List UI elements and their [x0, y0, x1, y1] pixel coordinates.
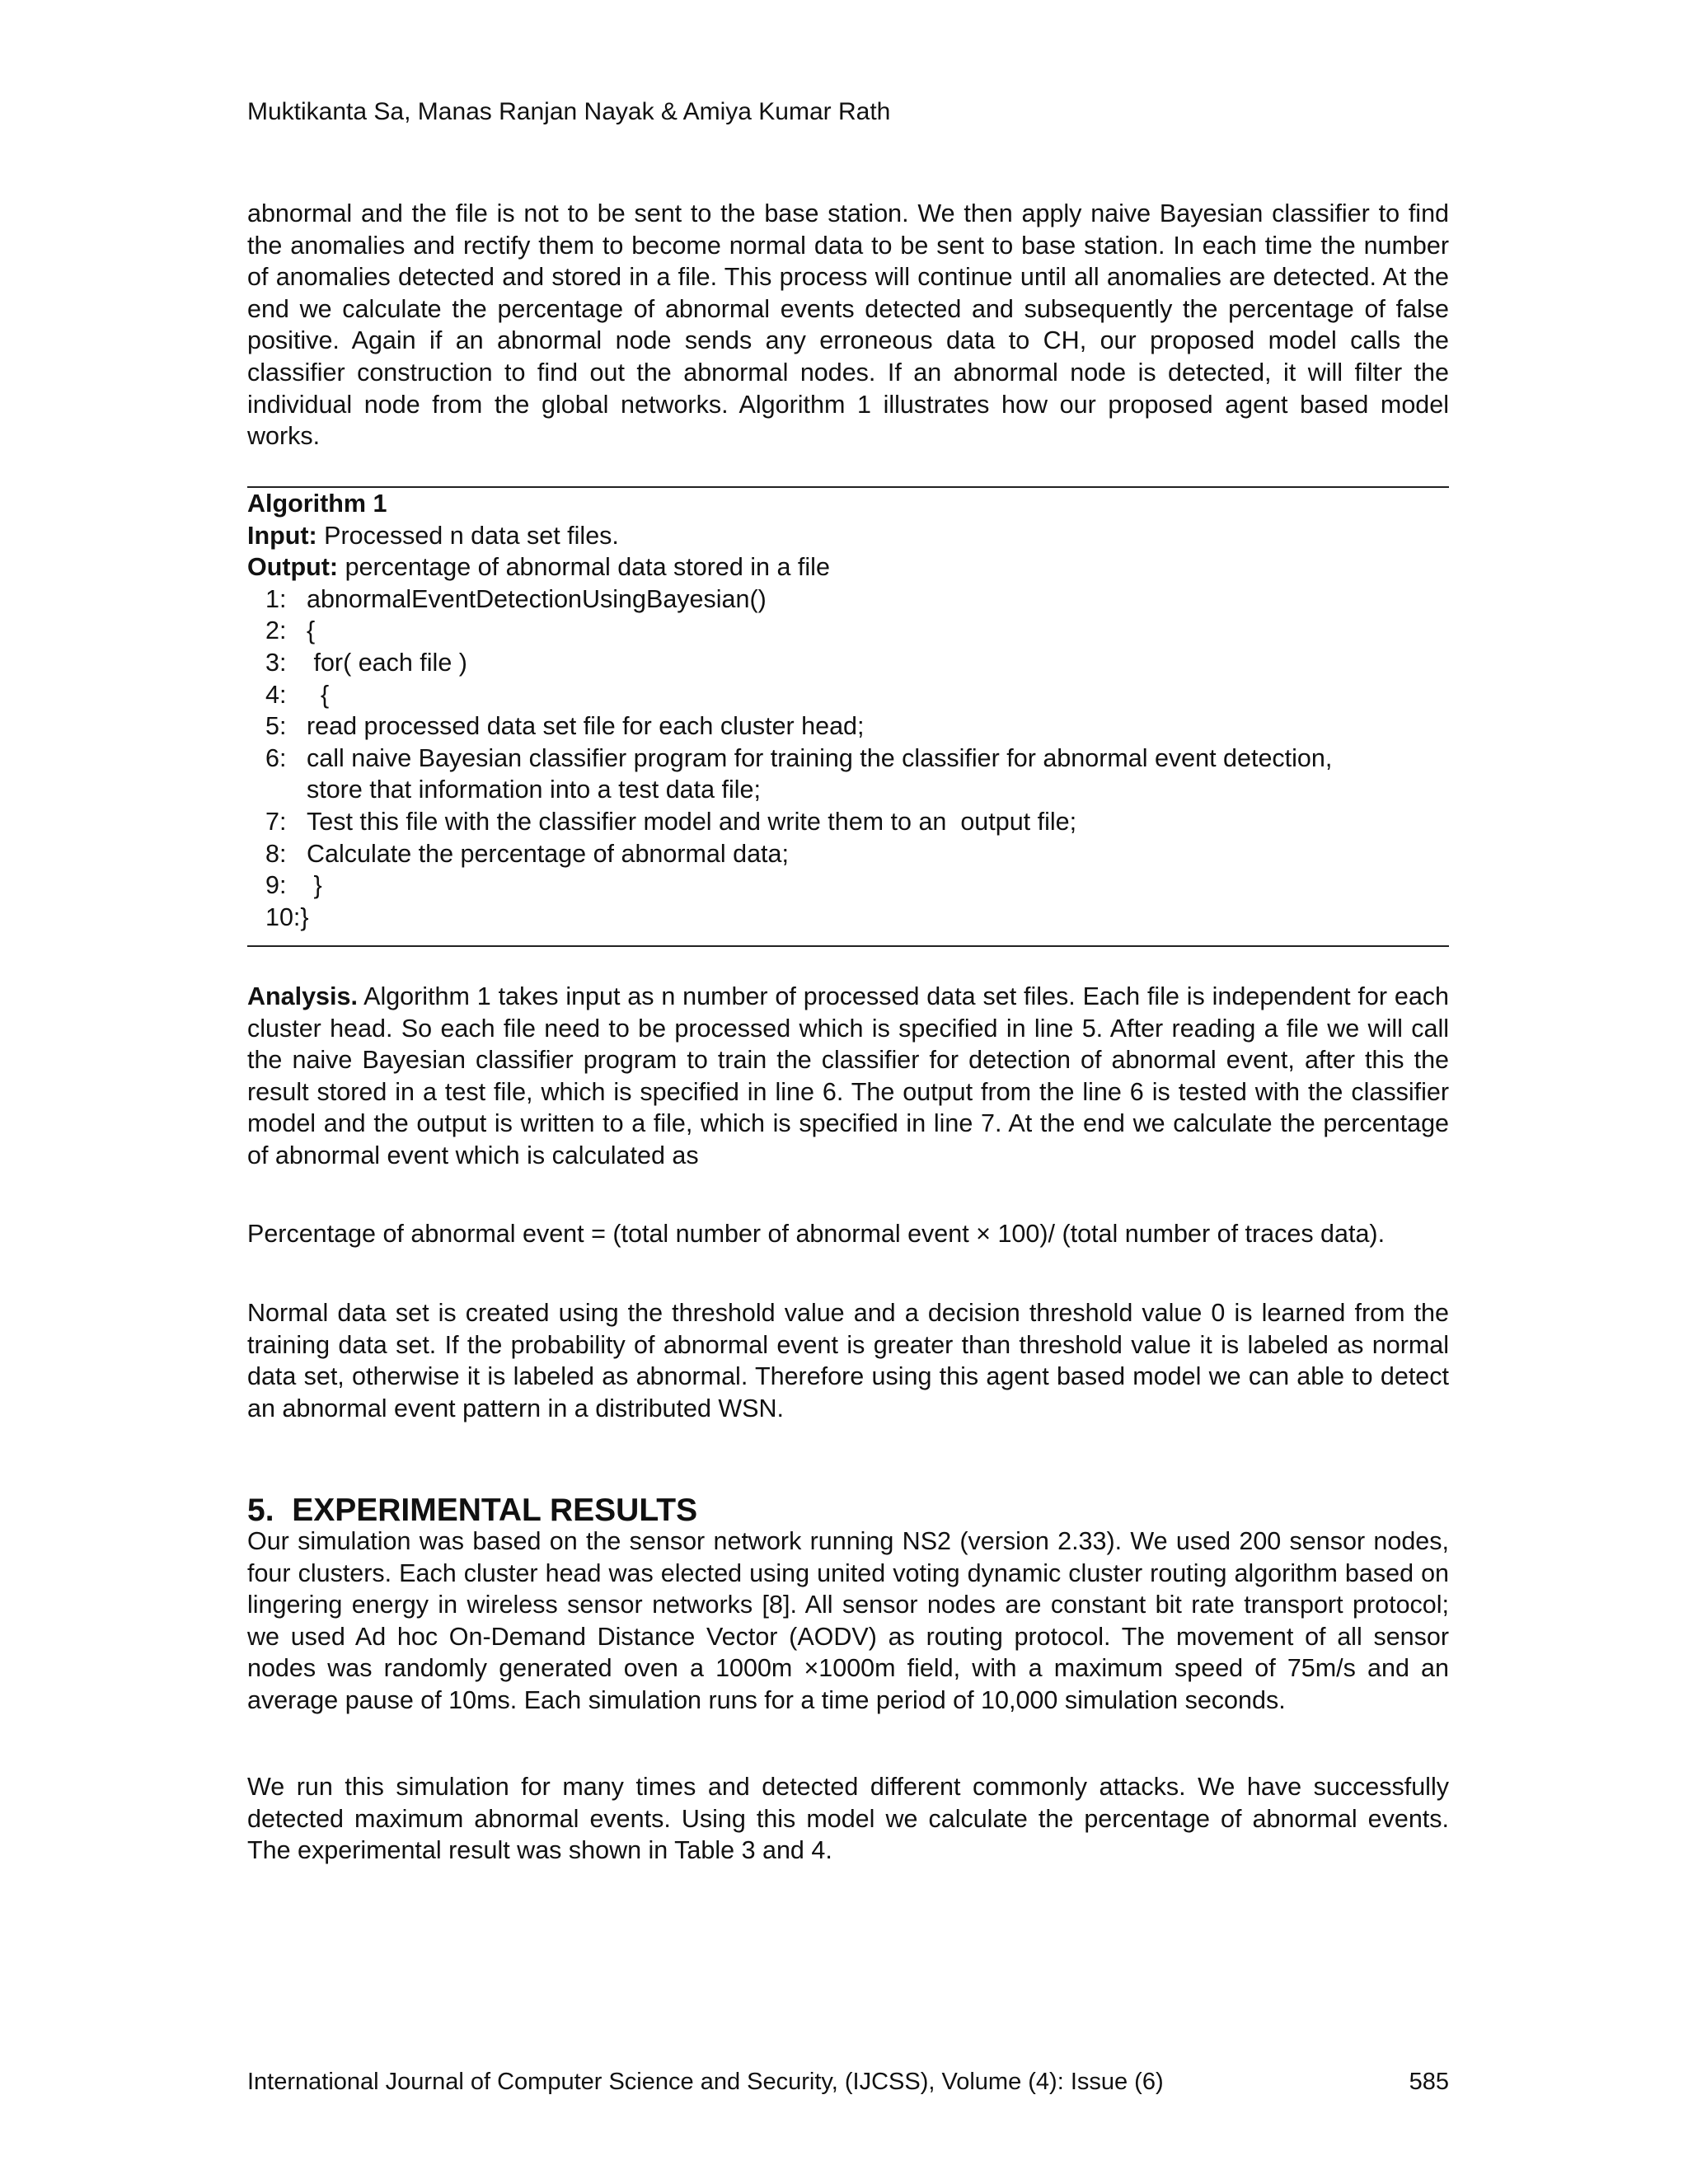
- input-label: Input:: [247, 521, 317, 550]
- footer-journal: International Journal of Computer Science and Security, (IJCSS), Volume (4): Issue (6): [247, 2069, 1164, 2095]
- analysis-paragraph: [247, 981, 1449, 1172]
- algorithm-line-6-continued: store that information into a test data file;: [307, 776, 761, 804]
- algorithm-line-8: 8: Calculate the percentage of abnormal data;: [265, 839, 789, 868]
- algorithm-line-9: 9: }: [265, 871, 322, 900]
- results-paragraph-2: We run this simulation for many times and detected different commonly attacks. We have successfully detected maximum abnormal events. Using this model we calculate the percentage of abnormal events. The experimental result was shown in Table 3 and 4.: [247, 1773, 1449, 1865]
- input-text: Processed n data set files.: [316, 521, 619, 550]
- analysis-text: Algorithm 1 takes input as n number of processed data set files. Each file is independent for each cluster head. So each file need to be processed which is specified in line 5. After reading a file we will call the naive Bayesian classifier program to train the classifier for detection of abnormal event, after this the result stored in a test file, which is specified in line 6. The output from the line 6 is tested with the classifier model and the output is written to a file, which is specified in line 7. At the end we calculate the percentage of abnormal event which is calculated as: [247, 982, 1449, 1169]
- output-label: Output:: [247, 553, 339, 582]
- algorithm-line-3: 3: for( each file ): [265, 649, 467, 677]
- algorithm-line-6: 6: call naive Bayesian classifier program for training the classifier for abnormal event detection,: [265, 743, 1333, 772]
- algorithm-input: [247, 520, 619, 552]
- formula-paragraph: Percentage of abnormal event = (total number of abnormal event × 100)/ (total number of traces data).: [247, 1220, 1386, 1248]
- section-heading: 5. EXPERIMENTAL RESULTS: [247, 1493, 698, 1528]
- normal-data-paragraph: Normal data set is created using the threshold value and a decision threshold value 0 is learned from the training data set. If the probability of abnormal event is greater than threshold value it is labeled as normal data set, otherwise it is labeled as abnormal. Therefore using this agent based model we can able to detect an abnormal event pattern in a distributed WSN.: [247, 1299, 1449, 1422]
- page-number: 585: [1409, 2069, 1449, 2095]
- algorithm-output: [247, 551, 830, 583]
- algorithm-line-1: 1: abnormalEventDetectionUsingBayesian(): [265, 584, 767, 613]
- output-text: percentage of abnormal data stored in a file: [338, 553, 830, 582]
- algorithm-line-10: 10:}: [265, 902, 309, 931]
- results-paragraph-1: Our simulation was based on the sensor network running NS2 (version 2.33). We used 200 sensor nodes, four clusters. Each cluster head was elected using united voting dynamic cluster routing algorithm based on lingering energy in wireless sensor networks [8]. All sensor nodes are constant bit rate transport protocol; we used Ad hoc On-Demand Distance Vector (AODV) as routing protocol. The movement of all sensor nodes was randomly generated oven a 1000m ×1000m field, with a maximum speed of 75m/s and an average pause of 10ms. Each simulation runs for a time period of 10,000 simulation seconds.: [247, 1527, 1449, 1714]
- algorithm-title: Algorithm 1: [247, 490, 387, 518]
- running-head: Muktikanta Sa, Manas Ranjan Nayak & Amiya Kumar Rath: [247, 98, 891, 125]
- algorithm-line-2: 2: {: [265, 616, 316, 645]
- algorithm-line-7: 7: Test this file with the classifier model and write them to an output file;: [265, 808, 1077, 836]
- algorithm-line-4: 4: {: [265, 680, 330, 709]
- analysis-label: Analysis.: [247, 982, 358, 1010]
- intro-paragraph: abnormal and the file is not to be sent to the base station. We then apply naive Bayesian classifier to find the anomalies and rectify them to become normal data to be sent to base station. In each time the number of anomalies detected and stored in a file. This process will continue until all anomalies are detected. At the end we calculate the percentage of abnormal events detected and subsequently the percentage of false positive. Again if an abnormal node sends any erroneous data to CH, our proposed model calls the classifier construction to find out the abnormal nodes. If an abnormal node is detected, it will filter the individual node from the global networks. Algorithm 1 illustrates how our proposed agent based model works.: [247, 199, 1449, 451]
- algorithm-box: [247, 486, 1449, 947]
- algorithm-line-5: 5: read processed data set file for each cluster head;: [265, 712, 865, 741]
- page-footer: [247, 2067, 1449, 2097]
